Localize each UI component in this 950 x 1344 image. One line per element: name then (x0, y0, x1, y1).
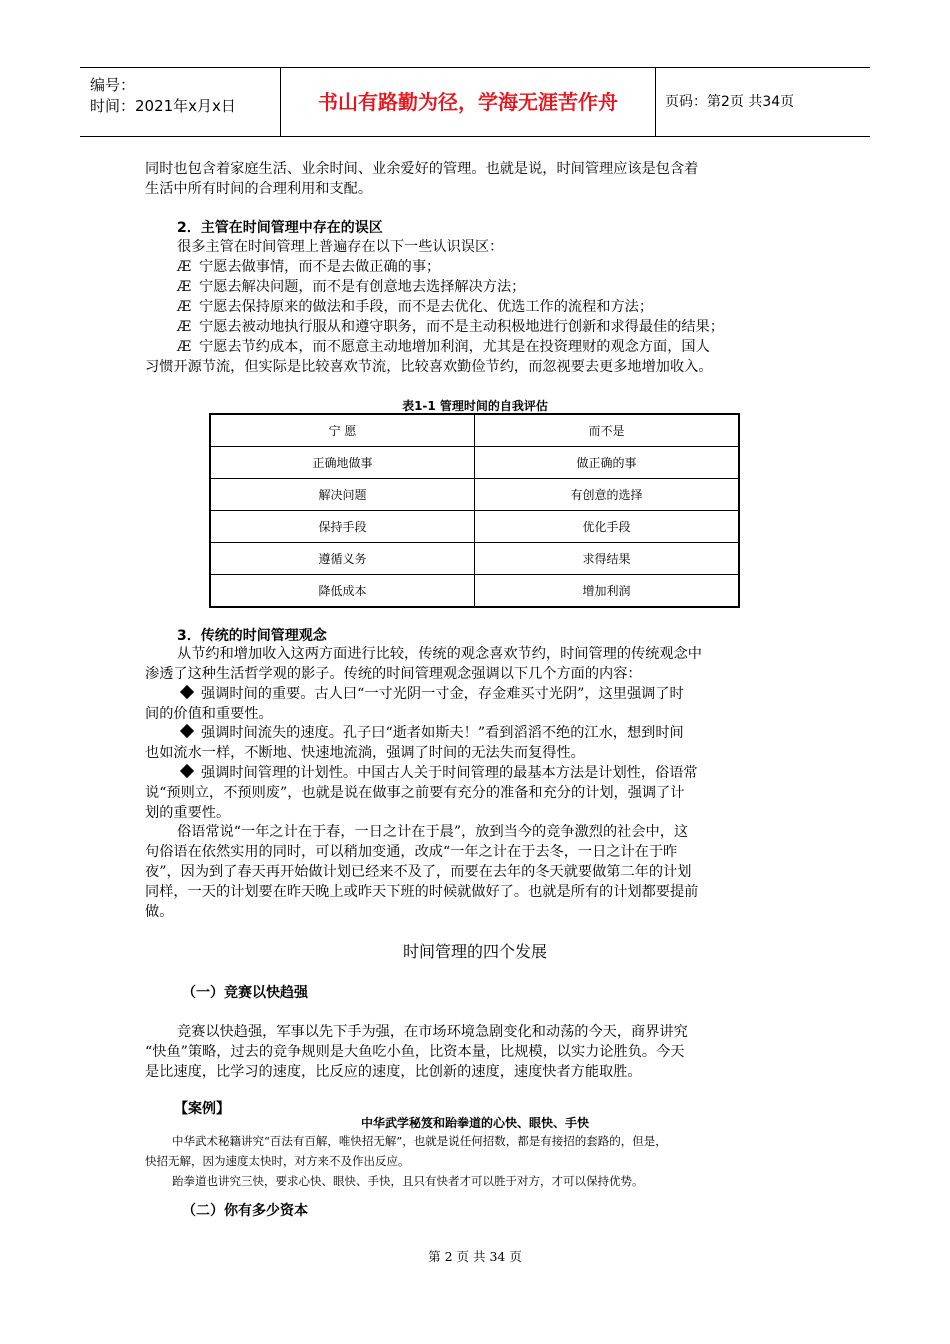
case-line: 中华武术秘籍讲究“百法有百解，唯快招无解”，也就是说任何招数，都是有接招的套路的，但是， (172, 1134, 667, 1148)
table-cell: 保持手段 (210, 511, 475, 543)
misconception-item-continued: 习惯开源节流，但实际是比较喜欢节流，比较喜欢勤俭节约，而忽视要去更多地增加收入。 (145, 359, 713, 375)
case-line: 快招无解，因为速度太快时，对方来不及作出反应。 (145, 1154, 410, 1168)
subsection-1-line: 竞赛以快趋强，军事以先下手为强，在市场环境急剧变化和动荡的今天，商界讲究 (177, 1024, 688, 1040)
page-footer: 第 2 页 共 34 页 (428, 1249, 522, 1264)
header-motto: 书山有路勤为径，学海无涯苦作舟 (281, 68, 656, 136)
subsection-2-heading: （二）你有多少资本 (182, 1203, 308, 1219)
table-cell: 做正确的事 (475, 447, 740, 479)
table-row (210, 575, 739, 608)
table-cell: 有创意的选择 (475, 479, 740, 511)
self-assessment-table (209, 413, 740, 608)
document-number-label: 编号： (90, 76, 136, 94)
case-line: 跆拳道也讲究三快，要求心快、眼快、手快，且只有快者才可以胜于对方，才可以保持优势。 (172, 1174, 644, 1188)
proverb-line: 夜”，因为到了春天再开始做计划已经来不及了，而要在去年的冬天就要做第二年的计划 (145, 864, 692, 880)
table-header-row (210, 414, 739, 447)
misconception-item: Æ 宁愿去保持原来的做法和手段，而不是去优化、优选工作的流程和方法； (177, 299, 654, 315)
misconception-item: Æ 宁愿去做事情，而不是去做正确的事； (177, 259, 441, 275)
table-row (210, 543, 739, 575)
table-row (210, 511, 739, 543)
table-cell: 增加利润 (475, 575, 740, 608)
subsection-1-line: 是比速度，比学习的速度，比反应的速度，比创新的速度，速度快者方能取胜。 (145, 1064, 642, 1080)
table-caption: 表1-1 管理时间的自我评估 (402, 399, 548, 413)
tradition-bullet-3-cont: 说“预则立，不预则废”，也就是说在做事之前要有充分的准备和充分的计划，强调了计 (145, 785, 685, 801)
diamond-bullet-icon (180, 724, 194, 738)
bullet-glyph: Æ (177, 319, 192, 335)
section-3-line: 渗透了这种生活哲学观的影子。传统的时间管理观念强调以下几个方面的内容： (145, 666, 642, 682)
misconception-item: Æ 宁愿去解决问题，而不是有创意地去选择解决方法； (177, 279, 526, 295)
diamond-bullet-icon (180, 764, 194, 778)
page-header (80, 67, 870, 137)
table-cell: 遵循义务 (210, 543, 475, 575)
intro-line-1: 同时也包含着家庭生活、业余时间、业余爱好的管理。也就是说，时间管理应该是包含着 (145, 161, 699, 177)
tradition-bullet-3-cont: 划的重要性。 (145, 805, 231, 821)
section-2-lead: 很多主管在时间管理上普遍存在以下一些认识误区： (177, 239, 504, 255)
case-title: 中华武学秘笈和跆拳道的心快、眼快、手快 (360, 1116, 589, 1130)
intro-line-2: 生活中所有时间的合理利用和支配。 (145, 181, 373, 197)
tradition-bullet-1: 强调时间的重要。古人曰“一寸光阴一寸金，存金难买寸光阴”，这里强调了时 (177, 684, 817, 704)
proverb-line: 俗语常说“一年之计在于春，一日之计在于晨”，放到当今的竞争激烈的社会中，这 (177, 824, 689, 840)
section-3-line: 从节约和增加收入这两方面进行比较，传统的观念喜欢节约，时间管理的传统观念中 (177, 646, 702, 662)
table-cell: 优化手段 (475, 511, 740, 543)
proverb-line: 同样，一天的计划要在昨天晚上或昨天下班的时候就做好了。也就是所有的计划都要提前 (145, 884, 699, 900)
subsection-1-line: “快鱼”策略，过去的竞争规则是大鱼吃小鱼，比资本量，比规模，以实力论胜负。今天 (145, 1044, 685, 1060)
table-row (210, 479, 739, 511)
tradition-bullet-3: 强调时间管理的计划性。中国古人关于时间管理的最基本方法是计划性，俗语常 (177, 763, 817, 783)
section-3-heading: 3．传统的时间管理观念 (177, 628, 327, 644)
bullet-glyph: Æ (177, 279, 192, 295)
misconception-item: Æ 宁愿去被动地执行服从和遵守职务，而不是主动积极地进行创新和求得最佳的结果； (177, 319, 724, 335)
bullet-glyph: Æ (177, 259, 192, 275)
case-label: 【案例】 (174, 1101, 230, 1117)
bullet-glyph: Æ (177, 299, 192, 315)
table-cell: 正确地做事 (210, 447, 475, 479)
proverb-line: 做。 (145, 904, 174, 920)
header-page-info: 页码：第2页 共34页 (665, 94, 795, 110)
table-cell: 解决问题 (210, 479, 475, 511)
table-cell: 降低成本 (210, 575, 475, 608)
subsection-1-heading: （一）竞赛以快趋强 (182, 985, 308, 1001)
table-header-cell: 而不是 (475, 414, 740, 447)
tradition-bullet-2: 强调时间流失的速度。孔子曰“逝者如斯夫！”看到滔滔不绝的江水，想到时间 (177, 723, 817, 743)
diamond-bullet-icon (180, 685, 194, 699)
table-row (210, 447, 739, 479)
tradition-bullet-2-cont: 也如流水一样，不断地、快速地流淌，强调了时间的无法失而复得性。 (145, 745, 585, 761)
proverb-line: 句俗语在依然实用的同时，可以稍加变通，改成“一年之计在于去冬，一日之计在于昨 (145, 844, 678, 860)
table-cell: 求得结果 (475, 543, 740, 575)
document-date-label: 时间：2021年x月x日 (90, 97, 236, 115)
four-developments-title: 时间管理的四个发展 (402, 942, 547, 961)
bullet-glyph: Æ (177, 339, 192, 355)
tradition-bullet-1-cont: 间的价值和重要性。 (145, 706, 273, 722)
section-2-heading: 2．主管在时间管理中存在的误区 (177, 220, 383, 236)
misconception-item: Æ 宁愿去节约成本，而不愿意主动地增加利润，尤其是在投资理财的观念方面，国人 (177, 339, 710, 355)
table-header-cell: 宁 愿 (210, 414, 475, 447)
header-meta-cell (80, 68, 281, 136)
